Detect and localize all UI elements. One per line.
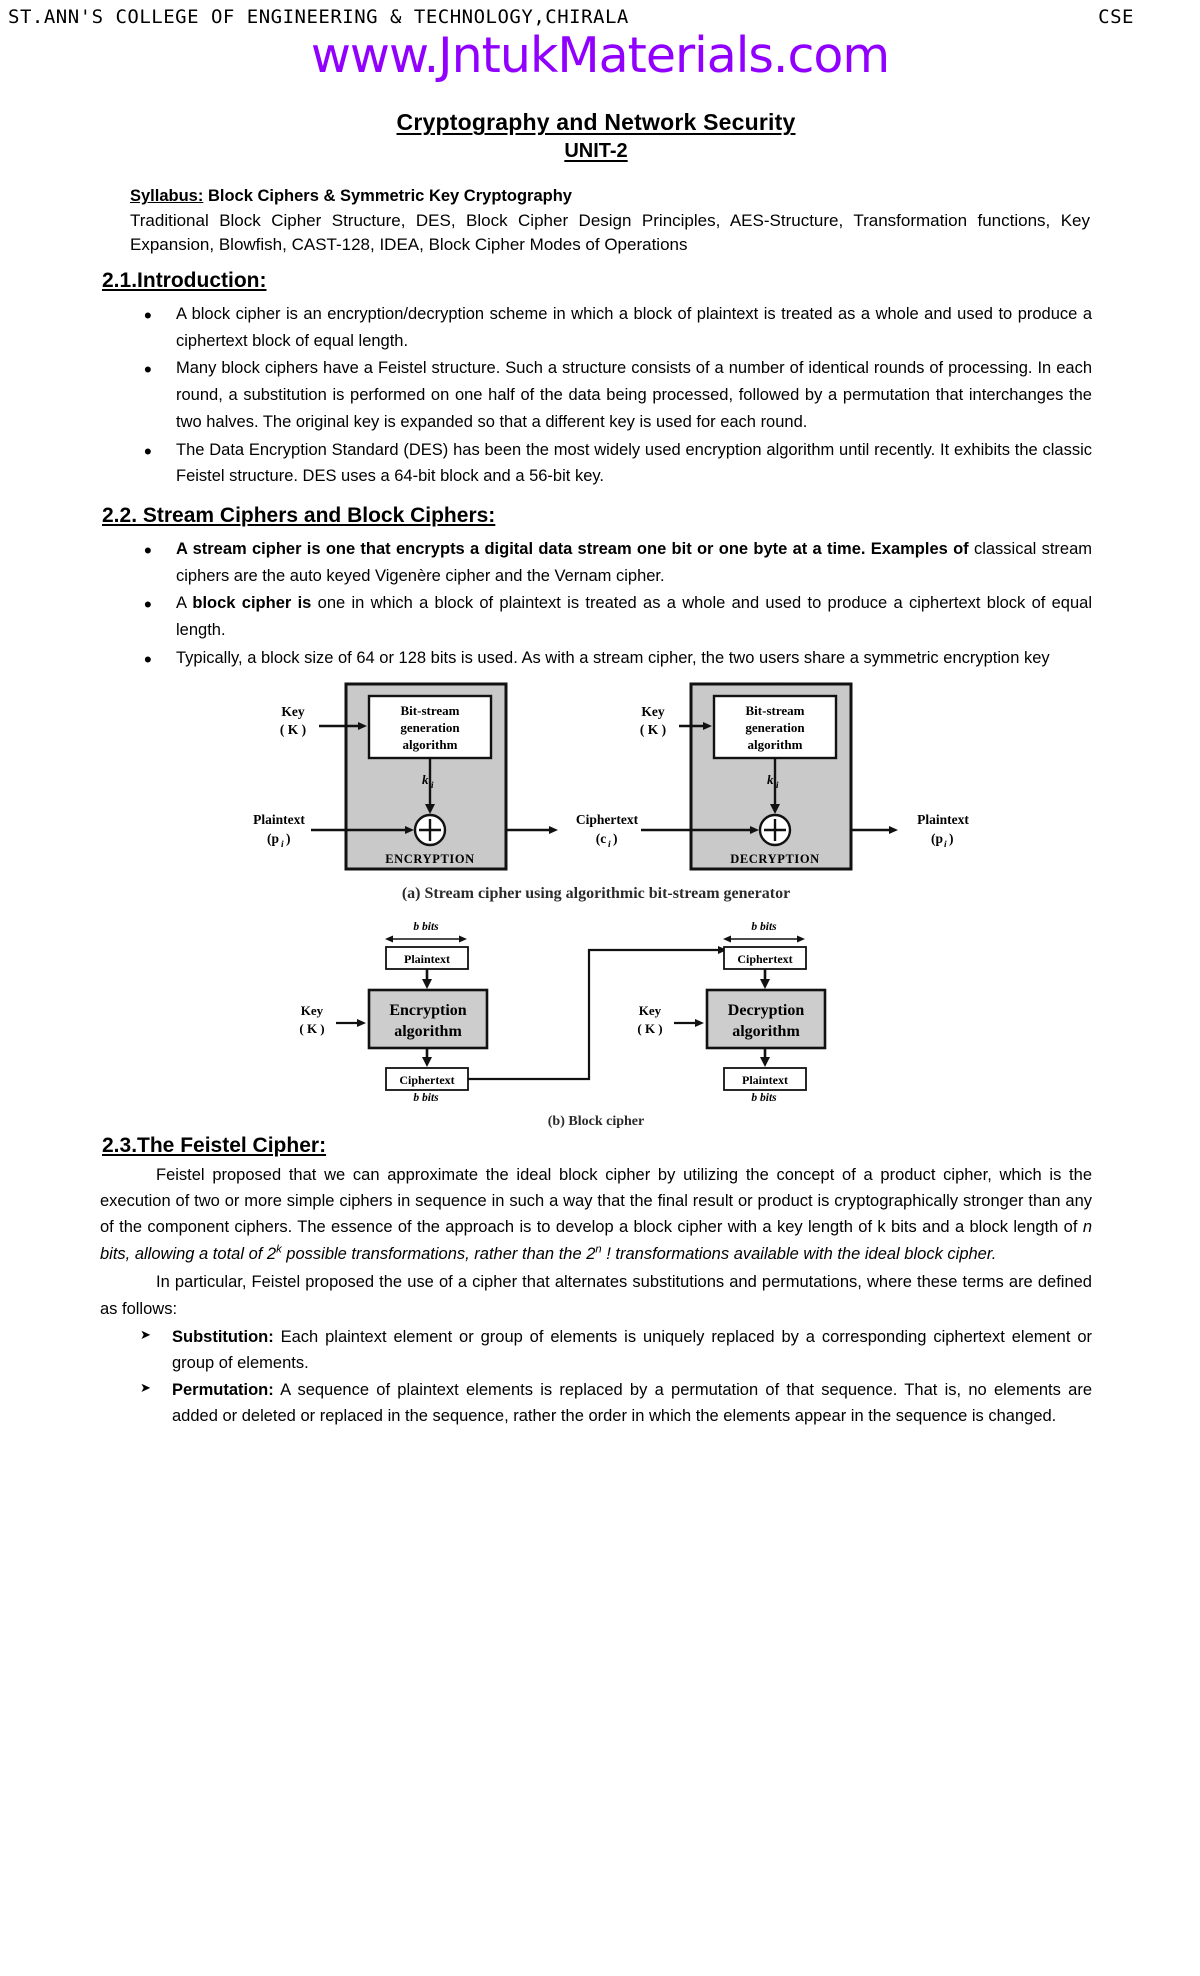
- block-cipher-caption: (b) Block cipher: [547, 1113, 645, 1129]
- stream-left-box-line2: generation: [400, 719, 460, 735]
- bullet-bold-term: block cipher is: [192, 594, 312, 613]
- stream-right-key-sub: ( K ): [639, 721, 667, 737]
- stream-right-output-label: Plaintext: [917, 811, 969, 827]
- page-title: [100, 109, 1092, 136]
- bullet-lead: A: [176, 594, 193, 613]
- stream-left-ki-sub: i: [431, 779, 434, 790]
- list-item: [136, 590, 1092, 643]
- section-heading-2-2: [102, 504, 1092, 528]
- stream-right-ki-sub: i: [776, 779, 779, 790]
- para-italic-sup-1: k: [276, 1243, 282, 1256]
- section-heading-2-1: [102, 269, 1092, 293]
- definition-text: A sequence of plaintext elements is replaced by a permutation of that sequence. That is, no elements are added or deleted or replaced in the sequence, rather the order in which the elements appear in the sequence is changed.: [172, 1380, 1092, 1426]
- stream-left-input-sub: (p: [266, 830, 280, 846]
- stream-left-ki: k: [422, 771, 429, 787]
- block-right-key-label: Key: [638, 1002, 662, 1018]
- block-left-bottom-bits-label: b bits: [413, 1091, 439, 1102]
- block-right-top-box-label: Ciphertext: [737, 951, 793, 966]
- header-institution-name: ST.ANN'S COLLEGE OF ENGINEERING & TECHNOLOGY,CHIRALA: [8, 6, 629, 28]
- bullet-plain-tail: one in which a block of plaintext is treated as a whole and used to produce a ciphertext block of equal length.: [176, 594, 1093, 640]
- stream-left-box-line3: algorithm: [402, 736, 458, 752]
- block-right-key-sub: ( K ): [637, 1020, 663, 1036]
- section-2-3-paragraph-2: In particular, Feistel proposed the use of a cipher that alternates substitutions and permutations, where these terms are defined as follows:: [100, 1273, 1092, 1318]
- block-left-top-box-label: Plaintext: [404, 951, 450, 966]
- block-left-bottom-box-label: Ciphertext: [399, 1072, 455, 1087]
- section-2-3-paragraph-1: [100, 1162, 1092, 1268]
- block-left-key-label: Key: [300, 1002, 324, 1018]
- stream-right-output-sub: (p: [930, 830, 944, 846]
- bullet-bold-lead: A: [176, 539, 193, 558]
- bullet-bold-body: stream cipher is one that encrypts a digital data stream one bit or one byte at a time. Examples of: [192, 539, 969, 558]
- stream-left-key-sub: ( K ): [279, 721, 307, 737]
- figure-area: [100, 678, 1092, 1128]
- para-italic-sup-2: n: [595, 1243, 602, 1256]
- para-italic-1: n bits, allowing a total of 2: [100, 1218, 1092, 1263]
- page-header: [0, 0, 1200, 28]
- syllabus-label: Syllabus:: [130, 187, 204, 206]
- stream-left-input-sub-close: ): [286, 830, 291, 846]
- block-cipher-diagram: [266, 917, 926, 1102]
- bullet-plain-tail: classical stream ciphers are the auto keyed Vigenère cipher and the Vernam cipher.: [176, 539, 1093, 585]
- page-subtitle-text: UNIT-2: [564, 140, 628, 163]
- block-left-top-bits-label: b bits: [413, 920, 439, 933]
- definition-term: Substitution:: [172, 1327, 274, 1346]
- syllabus-body: Traditional Block Cipher Structure, DES, Block Cipher Design Principles, AES-Structure, Transformation functions, Key Expansion, Blowfish, CAST-128, IDEA, Block Cipher Modes of Operations: [130, 210, 1090, 254]
- list-item: [136, 536, 1092, 589]
- block-left-key-sub: ( K ): [299, 1020, 325, 1036]
- para-italic-3: ! transformations available with the ideal block cipher.: [601, 1244, 997, 1263]
- header-department-code: CSE: [1098, 6, 1134, 28]
- block-right-bottom-bits-label: b bits: [751, 1091, 777, 1102]
- block-right-algo-line2: algorithm: [732, 1022, 800, 1040]
- list-item: [136, 1377, 1092, 1430]
- section-heading-2-3-text: 2.3.The Feistel Cipher:: [102, 1133, 327, 1157]
- section-heading-2-2-text: 2.2. Stream Ciphers and Block Ciphers:: [102, 503, 496, 527]
- watermark-url: www.JntukMaterials.com: [310, 27, 890, 84]
- stream-left-key-label: Key: [281, 703, 305, 719]
- stream-middle-ciphertext-sub-close: ): [613, 830, 618, 846]
- definition-term: Permutation:: [172, 1380, 274, 1399]
- block-left-algo-line1: Encryption: [389, 1001, 467, 1019]
- stream-left-input-label: Plaintext: [253, 811, 305, 827]
- page-title-text: Cryptography and Network Security: [396, 109, 796, 136]
- stream-right-output-sub-i: i: [944, 839, 947, 850]
- stream-middle-ciphertext-sub: (c: [595, 830, 607, 846]
- block-right-algo-line1: Decryption: [727, 1001, 805, 1019]
- stream-right-box-line1: Bit-stream: [745, 702, 805, 718]
- section-heading-2-1-text: 2.1.Introduction:: [102, 268, 267, 292]
- section-heading-2-3: [102, 1134, 1092, 1158]
- stream-left-panel-label: ENCRYPTION: [385, 851, 475, 866]
- block-left-algo-line2: algorithm: [394, 1022, 462, 1040]
- stream-right-ki: k: [767, 771, 774, 787]
- stream-cipher-diagram: [201, 678, 991, 883]
- definition-text: Each plaintext element or group of elements is uniquely replaced by a corresponding ciphertext element or group of elements.: [172, 1327, 1092, 1373]
- stream-cipher-caption: (a) Stream cipher using algorithmic bit-stream generator: [401, 884, 791, 902]
- block-right-bottom-box-label: Plaintext: [742, 1072, 788, 1087]
- stream-right-box-line2: generation: [745, 719, 805, 735]
- section-2-1-bullet-list: [100, 301, 1092, 490]
- para-italic-2: possible transformations, rather than the 2: [281, 1244, 596, 1263]
- stream-right-panel-label: DECRYPTION: [730, 851, 820, 866]
- syllabus-topic: Block Ciphers & Symmetric Key Cryptography: [207, 187, 572, 206]
- section-2-2-bullet-list: [100, 536, 1092, 672]
- stream-right-key-label: Key: [641, 703, 665, 719]
- page-subtitle: [100, 140, 1092, 163]
- stream-left-input-sub-i: i: [281, 839, 284, 850]
- syllabus-block: [100, 185, 1092, 257]
- stream-middle-ciphertext-label: Ciphertext: [575, 811, 639, 827]
- list-item: [136, 1324, 1092, 1377]
- block-right-top-bits-label: b bits: [751, 920, 777, 933]
- list-item: • The Data Encryption Standard (DES) has been the most widely used encryption algorithm until recently. It exhibits the classic Feistel structure. DES uses a 64-bit block and a 56-bit key.: [136, 437, 1092, 490]
- syllabus-heading: [130, 185, 1090, 207]
- list-item: • Many block ciphers have a Feistel structure. Such a structure consists of a number of identical rounds of processing. In each round, a substitution is performed on one half of the data being processed, followed by a permutation that interchanges the two halves. The original key is expanded so that a different key is used for each round.: [136, 355, 1092, 435]
- stream-right-box-line3: algorithm: [747, 736, 803, 752]
- document-body: [0, 109, 1200, 1429]
- stream-middle-ciphertext-sub-i: i: [608, 839, 611, 850]
- para-plain: Feistel proposed that we can approximate the ideal block cipher by utilizing the concept of a product cipher, which is the execution of two or more simple ciphers in sequence in such a way that the final result or product is cryptographically stronger than any of the component ciphers. The essence of the approach is to develop a block cipher with a key length of k bits and a block length of: [100, 1165, 1092, 1237]
- section-2-3-definition-list: [100, 1324, 1092, 1430]
- stream-left-box-line1: Bit-stream: [400, 702, 460, 718]
- stream-right-output-sub-close: ): [949, 830, 954, 846]
- list-item: • Typically, a block size of 64 or 128 bits is used. As with a stream cipher, the two users share a symmetric encryption key: [136, 645, 1092, 672]
- list-item: • A block cipher is an encryption/decryption scheme in which a block of plaintext is treated as a whole and used to produce a ciphertext block of equal length.: [136, 301, 1092, 354]
